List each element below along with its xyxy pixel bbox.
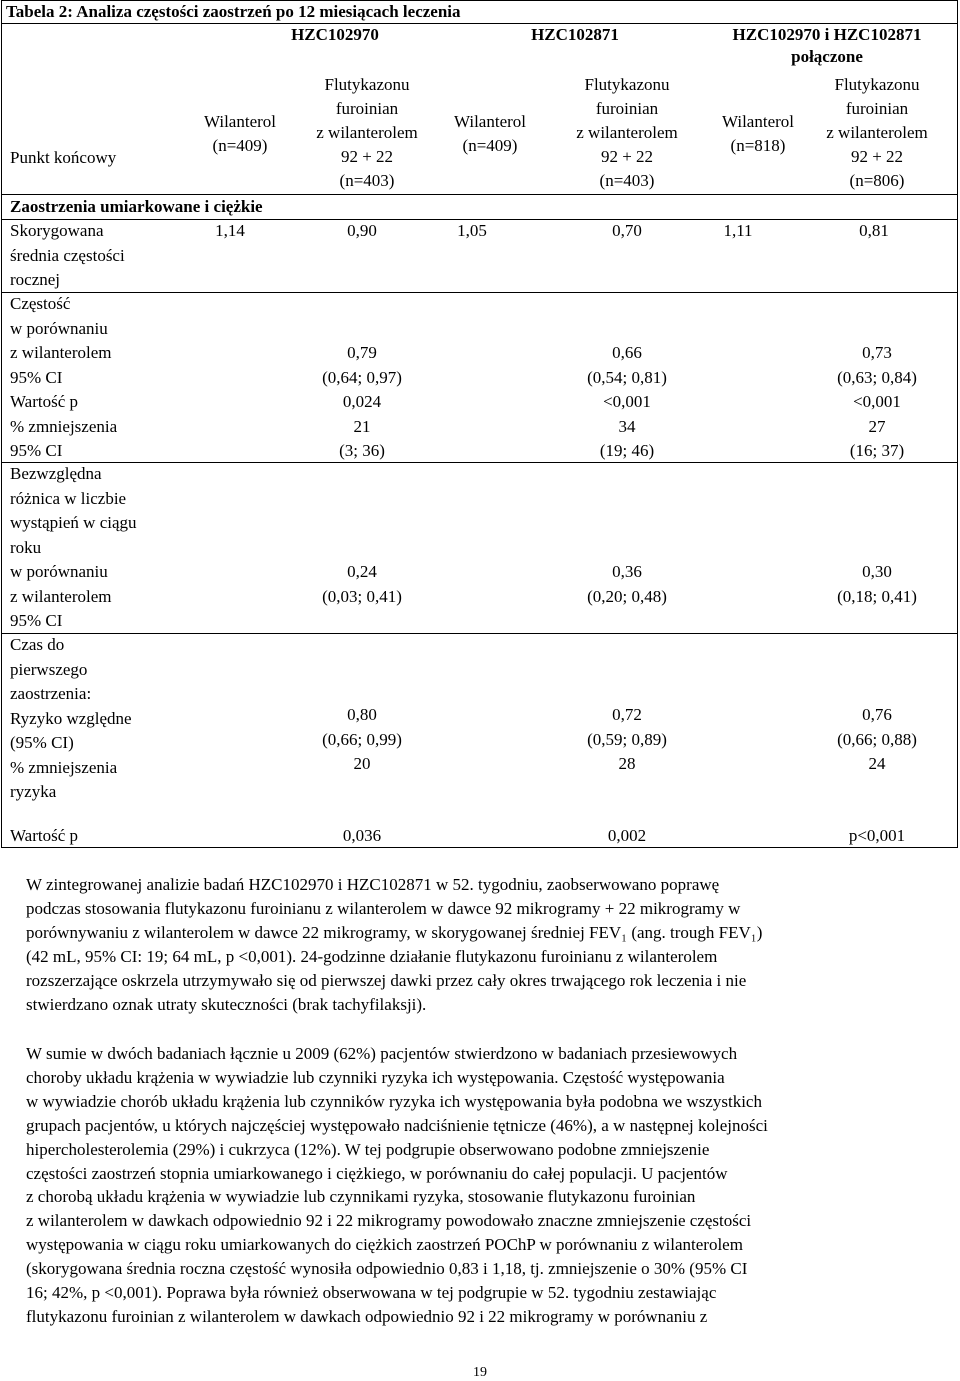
section-heading: Zaostrzenia umiarkowane i ciężkie — [10, 197, 263, 216]
group-header-3-line2: połączone — [791, 47, 863, 66]
rate-wil-2: 1,05 — [457, 221, 487, 240]
text-line: grupach pacjentów, u których najczęściej występowało nadciśnienie tętnicze (46%), a w następnej kolejności — [26, 1115, 768, 1135]
row-label-rate — [10, 219, 180, 293]
value-text: 24 — [868, 754, 886, 773]
label-text: Skorygowana — [10, 221, 104, 240]
label-text: % zmniejszenia — [10, 757, 118, 777]
row-label-abs — [10, 462, 180, 634]
col-text: furoinian — [595, 99, 659, 118]
col-text: Wilanterol — [203, 112, 276, 131]
value-text: <0,001 — [603, 392, 651, 411]
col-header-wil-2 — [420, 110, 560, 158]
label-text: wystąpień w ciągu — [10, 513, 137, 532]
text-line: z chorobą układu krążenia w wywiadzie lub czynnikami ryzyka, stosowanie flutykazonu furoinian — [26, 1187, 696, 1207]
ratio-ff-1 — [287, 341, 437, 464]
time-ff-2 — [552, 703, 702, 777]
abs-ff-1 — [287, 560, 437, 609]
rate-ff-1: 0,90 — [347, 221, 377, 240]
p-ff-2: 0,002 — [607, 826, 647, 845]
group-header-3-line1: HZC102970 i HZC102871 — [732, 25, 922, 44]
value-text: 0,66 — [612, 343, 642, 362]
group-header-3 — [702, 24, 952, 68]
col-text: (n=806) — [849, 171, 905, 190]
value-text: (0,18; 0,41) — [837, 586, 917, 606]
value-text: (0,64; 0,97) — [322, 367, 402, 387]
col-text: Flutykazonu — [584, 75, 670, 94]
value-text: 0,76 — [862, 705, 892, 724]
col-text: furoinian — [845, 99, 909, 118]
rate-ff-3: 0,81 — [859, 221, 889, 240]
text-line: W sumie w dwóch badaniach łącznie u 2009 (62%) pacjentów stwierdzono w badaniach przesiewowych — [26, 1044, 738, 1063]
value-text: 28 — [618, 754, 636, 773]
text-line: choroby układu krążenia w wywiadzie lub czynniki ryzyka ich występowania. Częstość występowania — [26, 1067, 725, 1087]
col-text: furoinian — [335, 99, 399, 118]
label-text: Częstość — [10, 294, 71, 313]
col-text: Flutykazonu — [324, 75, 410, 94]
label-text: 95% CI — [10, 441, 63, 460]
text-line: (skorygowana średnia roczna częstość wynosiła odpowiednio 0,83 i 1,18, tj. zmniejszenie o 30% (95% CI — [26, 1259, 748, 1279]
text-line: hipercholesterolemia (29%) i cukrzyca (12%). W tej podgrupie obserwowano podobne zmniejszenie — [26, 1139, 710, 1159]
value-text: (0,66; 0,99) — [322, 729, 402, 749]
text-line: częstości zaostrzeń stopnia umiarkowanego i ciężkiego, w porównaniu do całej populacji. U pacjentów — [26, 1163, 728, 1183]
table-title: Tabela 2: Analiza częstości zaostrzeń po 12 miesiącach leczenia — [6, 2, 461, 21]
p-ff-3: p<0,001 — [848, 826, 906, 845]
label-text: 95% CI — [10, 611, 63, 630]
value-text: (0,20; 0,48) — [587, 586, 667, 606]
endpoint-header: Punkt końcowy — [10, 148, 117, 167]
time-ff-3 — [802, 703, 952, 777]
label-text: roku — [10, 537, 42, 557]
label-text: średnia częstości — [10, 245, 125, 265]
time-ff-1 — [287, 703, 437, 777]
rate-wil-3: 1,11 — [723, 221, 753, 240]
value-text: (16; 37) — [849, 441, 905, 460]
ratio-ff-3 — [802, 341, 952, 464]
label-text: 95% CI — [10, 367, 63, 387]
label-text: z wilanterolem — [10, 586, 112, 606]
value-text: (3; 36) — [339, 441, 385, 460]
value-text: (0,03; 0,41) — [322, 586, 402, 606]
group-header-2: HZC102871 — [531, 25, 619, 44]
text-line: stwierdzano oznak utraty skuteczności (brak tachyfilaksji). — [26, 994, 427, 1014]
ratio-ff-2 — [552, 341, 702, 464]
value-text: 0,80 — [347, 705, 377, 724]
label-text: ryzyka — [10, 782, 57, 801]
value-text: 0,30 — [862, 562, 892, 581]
text-line: porównywaniu z wilanterolem w dawce 22 mikrogramy, w skorygowanej średniej FEV₁ (ang. trough FEV₁) — [26, 922, 763, 942]
value-text: <0,001 — [853, 392, 901, 411]
value-text: 27 — [868, 416, 886, 436]
label-text: w porównaniu — [10, 562, 108, 581]
rate-ff-2: 0,70 — [612, 221, 642, 240]
value-text: (0,63; 0,84) — [837, 367, 917, 387]
value-text: 34 — [618, 416, 636, 436]
text-line: W zintegrowanej analizie badań HZC102970 i HZC102871 w 52. tygodniu, zaobserwowano poprawę — [26, 875, 720, 894]
label-text: (95% CI) — [10, 733, 74, 752]
value-text: 0,24 — [347, 562, 377, 581]
value-text: 0,73 — [862, 343, 892, 362]
paragraph-1 — [26, 873, 926, 1016]
text-line: z wilanterolem w dawkach odpowiednio 92 i 22 mikrogramy powodowało znaczne zmniejszenie częstości — [26, 1211, 752, 1231]
label-text: pierwszego — [10, 659, 88, 679]
abs-ff-2 — [552, 560, 702, 609]
group-header-1: HZC102970 — [291, 25, 379, 44]
value-text: 0,79 — [347, 343, 377, 362]
abs-ff-3 — [802, 560, 952, 609]
text-line: flutykazonu furoinian z wilanterolem w dawkach odpowiednio 92 i 22 mikrogramy w porównaniu z — [26, 1306, 708, 1326]
label-text: Wartość p — [10, 392, 79, 411]
col-text: 92 + 22 — [600, 147, 654, 166]
rate-wil-1: 1,14 — [215, 221, 245, 240]
value-text: (19; 46) — [599, 441, 655, 460]
text-line: w wywiadzie chorób układu krążenia lub czynników ryzyka ich występowania była podobna we wszystkich — [26, 1091, 762, 1111]
text-line: (42 mL, 95% CI: 19; 64 mL, p <0,001). 24-godzinne działanie flutykazonu furoinianu z wilanterolem — [26, 946, 718, 966]
label-text: zaostrzenia: — [10, 684, 92, 703]
label-text: z wilanterolem — [10, 343, 112, 362]
col-text: Wilanterol — [721, 112, 794, 131]
col-text: z wilanterolem — [826, 123, 928, 142]
col-header-ff-3 — [797, 73, 957, 193]
paragraph-2 — [26, 1042, 926, 1329]
value-text: (0,54; 0,81) — [587, 367, 667, 387]
label-text: % zmniejszenia — [10, 416, 118, 436]
col-header-ff-2 — [547, 73, 707, 193]
label-text: Ryzyko względne — [10, 708, 132, 728]
text-line: podczas stosowania flutykazonu furoinianu z wilanterolem w dawce 92 mikrogramy + 22 mikrogramy w — [26, 898, 741, 918]
label-text: Bezwzględna — [10, 464, 102, 483]
value-text: 21 — [353, 416, 371, 436]
row-label-time — [10, 633, 180, 805]
col-text: z wilanterolem — [316, 123, 418, 142]
text-line: 16; 42%, p <0,001). Poprawa była również obserwowana w tej podgrupie w 52. tygodniu zestawiając — [26, 1283, 717, 1303]
value-text: 0,024 — [342, 392, 382, 411]
value-text: 20 — [353, 754, 371, 773]
col-text: (n=409) — [462, 136, 518, 155]
col-text: (n=818) — [730, 136, 786, 155]
col-text: (n=403) — [599, 171, 655, 190]
col-text: (n=409) — [212, 136, 268, 155]
text-line: występowania w ciągu roku umiarkowanych do ciężkich zaostrzeń POChP w porównaniu z wilanterolem — [26, 1235, 743, 1255]
label-text: różnica w liczbie — [10, 488, 127, 508]
label-text: w porównaniu — [10, 318, 108, 338]
col-text: Flutykazonu — [834, 75, 920, 94]
row-label-p: Wartość p — [10, 826, 79, 845]
col-text: z wilanterolem — [576, 123, 678, 142]
label-text: Czas do — [10, 635, 65, 654]
text-line: rozszerzające oskrzela utrzymywało się od pierwszej dawki przez cały okres trwającego rok leczenia i nie — [26, 970, 747, 990]
value-text: 0,36 — [612, 562, 642, 581]
row-label-ratio — [10, 292, 180, 464]
col-text: 92 + 22 — [340, 147, 394, 166]
page-number: 19 — [473, 1365, 487, 1380]
col-text: 92 + 22 — [850, 147, 904, 166]
col-text: (n=403) — [339, 171, 395, 190]
value-text: 0,72 — [612, 705, 642, 724]
value-text: (0,59; 0,89) — [587, 729, 667, 749]
label-text: rocznej — [10, 270, 61, 289]
col-text: Wilanterol — [453, 112, 526, 131]
results-table — [1, 0, 958, 848]
p-ff-1: 0,036 — [342, 826, 382, 845]
value-text: (0,66; 0,88) — [837, 729, 917, 749]
